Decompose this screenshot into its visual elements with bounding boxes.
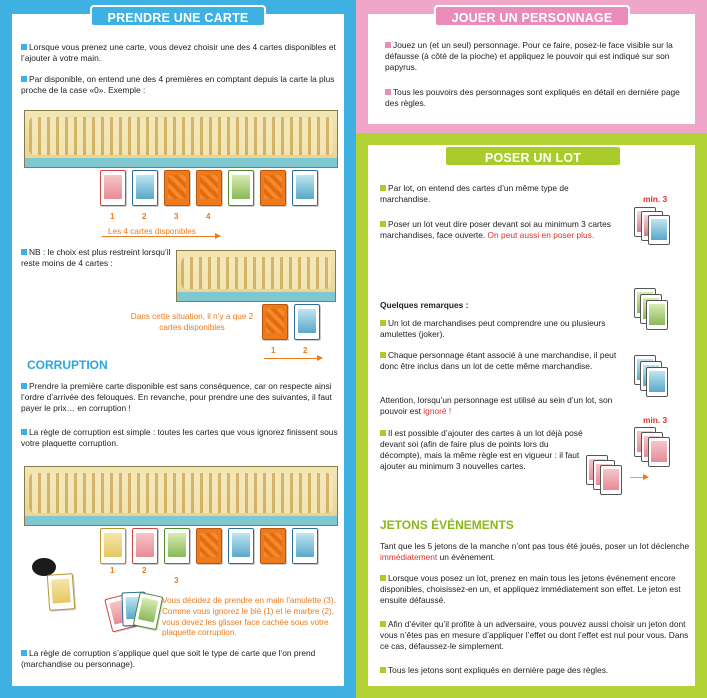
bullet-square-icon bbox=[21, 383, 27, 389]
nile-board-illustration bbox=[176, 250, 336, 302]
lot-card bbox=[646, 300, 668, 330]
bullet-square-icon bbox=[385, 42, 391, 48]
card-number: 2 bbox=[142, 566, 147, 575]
bullet-square-icon bbox=[380, 430, 386, 436]
lot-card bbox=[646, 367, 668, 397]
card-marble bbox=[100, 170, 126, 206]
card-marble bbox=[132, 528, 158, 564]
pink-panel bbox=[356, 0, 707, 133]
bullet-square-icon bbox=[385, 89, 391, 95]
arrow-icon bbox=[630, 477, 648, 478]
note-corruption-example: Vous décidez de prendre en main l’amulette (3). Comme vous ignorez le blé (1) et le marbre (2), vous devez les glisser face cachée sous votre plaquette corruption. bbox=[162, 596, 336, 638]
lot-card bbox=[648, 215, 670, 245]
card-back bbox=[196, 528, 222, 564]
card-number: 1 bbox=[110, 566, 115, 575]
card-back bbox=[262, 304, 288, 340]
paragraph-available: Par disponible, on entend une des 4 premières en comptant depuis la carte la plus proche de la case «0». Exemple : bbox=[21, 74, 335, 96]
paragraph-corruption-3: La règle de corruption s’applique quel que soit le type de carte que l’on prend (marchandise ou personnage). bbox=[21, 648, 316, 670]
paragraph-events-2: Lorsque vous posez un lot, prenez en main tous les jetons événement encore disponibles, choisissez-en un, et appliquez immédiatement son effet. Le jeton est ensuite défaussé. bbox=[380, 573, 681, 606]
note-two-cards: Dans cette situation, il n’y a que 2 cartes disponibles bbox=[130, 312, 254, 332]
paragraph-events-3: Afin d’éviter qu’il profite à un adversaire, vous pouvez aussi choisir un jeton dont vous n’êtes pas en mesure d’appliquer l’effet ou dont l’effet est nul pour vous. Dans ce cas, défaussez-le simplement. bbox=[380, 619, 689, 652]
lot-card bbox=[600, 465, 622, 495]
paragraph-events-4: Tous les jetons sont expliqués en dernière page des règles. bbox=[380, 665, 692, 676]
bullet-square-icon bbox=[380, 221, 386, 227]
card-number: 1 bbox=[271, 346, 276, 355]
card-character bbox=[294, 304, 320, 340]
card-character bbox=[292, 170, 318, 206]
card-amulet bbox=[228, 170, 254, 206]
card-wheat bbox=[100, 528, 126, 564]
tab-prendre-une-carte: PRENDRE UNE CARTE bbox=[90, 5, 266, 27]
paragraph-powers: Tous les pouvoirs des personnages sont expliqués en détail en dernière page des règles. bbox=[385, 87, 680, 109]
card-number: 2 bbox=[303, 346, 308, 355]
bullet-square-icon bbox=[380, 185, 386, 191]
paragraph-take-card: Lorsque vous prenez une carte, vous devez choisir une des 4 cartes disponibles et l’ajouter à votre main. bbox=[21, 42, 336, 64]
paragraph-nb: NB : le choix est plus restreint lorsqu’il reste moins de 4 cartes : bbox=[21, 247, 171, 269]
card-number: 1 bbox=[110, 212, 115, 221]
card-character bbox=[228, 528, 254, 564]
card-number: 3 bbox=[174, 212, 179, 221]
card-back bbox=[196, 170, 222, 206]
card-character bbox=[132, 170, 158, 206]
section-title-corruption: CORRUPTION bbox=[27, 358, 108, 372]
min-label: min. 3 bbox=[643, 415, 668, 425]
bullet-square-icon bbox=[380, 352, 386, 358]
card-number: 4 bbox=[206, 212, 211, 221]
card-back bbox=[260, 170, 286, 206]
card-amulet bbox=[164, 528, 190, 564]
bullet-square-icon bbox=[380, 320, 386, 326]
tab-poser-un-lot: POSER UN LOT bbox=[444, 145, 622, 167]
tab-jouer-un-personnage: JOUER UN PERSONNAGE bbox=[434, 5, 630, 27]
paragraph-events-1: Tant que les 5 jetons de la manche n’ont pas tous été joués, poser un lot déclenche immédiatement un événement. bbox=[380, 541, 690, 563]
paragraph-remark-2: Chaque personnage étant associé à une marchandise, il peut donc être inclus dans un lot de cette même marchandise. bbox=[380, 350, 617, 372]
paragraph-corruption-2: La règle de corruption est simple : toutes les cartes que vous ignorez finissent sous votre plaquette corruption. bbox=[21, 427, 338, 449]
bullet-square-icon bbox=[21, 650, 27, 656]
nile-board-illustration bbox=[24, 110, 338, 168]
paragraph-lot-minimum: Poser un lot veut dire poser devant soi au minimum 3 cartes marchandises, face ouverte. On peut aussi en poser plus. bbox=[380, 219, 611, 241]
paragraph-corruption-1: Prendre la première carte disponible est sans conséquence, car on respecte ainsi l’ordre d’arrivée des felouques. En revanche, pour prendre une des suivantes, il faut payer le prix… en corruption ! bbox=[21, 381, 332, 414]
card-number: 2 bbox=[142, 212, 147, 221]
bullet-square-icon bbox=[21, 44, 27, 50]
bullet-square-icon bbox=[380, 575, 386, 581]
section-title-events: JETONS ÉVÉNEMENTS bbox=[380, 518, 514, 532]
pink-panel-content bbox=[368, 11, 695, 124]
card-back bbox=[260, 528, 286, 564]
paragraph-play-character: Jouez un (et un seul) personnage. Pour ce faire, posez-le face visible sur la défausse (à côté de la pioche) et appliquez le pouvoir qui est indiqué sur son papyrus. bbox=[385, 40, 673, 73]
corruption-tile bbox=[47, 573, 75, 611]
paragraph-lot-definition: Par lot, on entend des cartes d’un même type de marchandise. bbox=[380, 183, 569, 205]
corruption-pawn-icon bbox=[32, 558, 56, 576]
paragraph-remark-4: Il est possible d’ajouter des cartes à un lot déjà posé devant soi (afin de faire plus de points lors du décompte), mais la même règle est en vigueur : il faut ajouter au minimum 3 nouvelles cartes. bbox=[380, 428, 583, 472]
nile-board-illustration bbox=[24, 466, 338, 526]
card-character bbox=[292, 528, 318, 564]
green-panel-content bbox=[368, 145, 695, 686]
min-label: min. 3 bbox=[643, 194, 668, 204]
remarks-title: Quelques remarques : bbox=[380, 300, 469, 310]
arrow-right-icon bbox=[264, 358, 322, 359]
paragraph-remark-1: Un lot de marchandises peut comprendre une ou plusieurs amulettes (joker). bbox=[380, 318, 606, 340]
lot-card bbox=[648, 437, 670, 467]
bullet-square-icon bbox=[380, 667, 386, 673]
bullet-square-icon bbox=[21, 249, 27, 255]
bullet-square-icon bbox=[21, 429, 27, 435]
paragraph-remark-3: Attention, lorsqu’un personnage est utilisé au sein d’un lot, son pouvoir est ignoré ! bbox=[380, 395, 613, 417]
card-number: 3 bbox=[174, 576, 179, 585]
card-back bbox=[164, 170, 190, 206]
green-panel bbox=[356, 133, 707, 698]
bullet-square-icon bbox=[380, 621, 386, 627]
caption-available-cards: Les 4 cartes disponibles bbox=[108, 227, 196, 236]
bullet-square-icon bbox=[21, 76, 27, 82]
left-panel-content bbox=[12, 11, 344, 686]
